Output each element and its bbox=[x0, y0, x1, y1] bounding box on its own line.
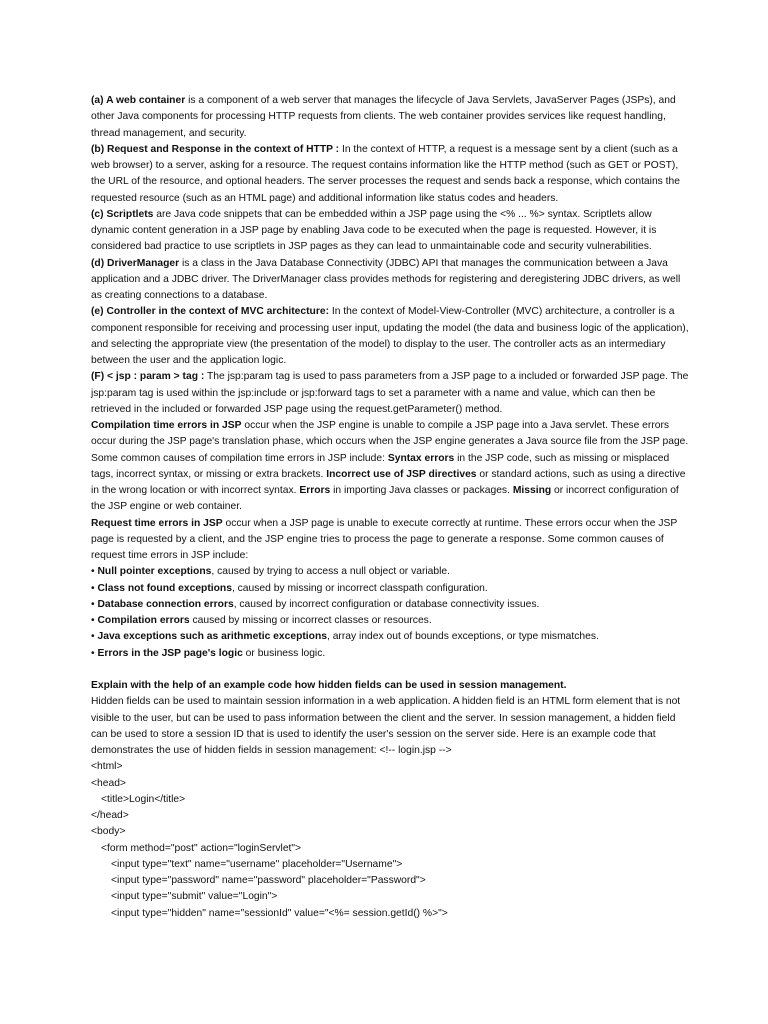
code-line: <form method="post" action="loginServlet"> bbox=[101, 842, 302, 854]
bullet-icon: • bbox=[91, 647, 95, 659]
bullet-icon: • bbox=[91, 631, 95, 643]
code-line: <input type="hidden" name="sessionId" value="<%= session.getId() %>"> bbox=[111, 907, 448, 919]
code-line: <html> bbox=[91, 761, 123, 773]
bullet-item: • Compilation errors caused by missing or incorrect classes or resources. bbox=[91, 615, 432, 626]
paragraph-d: (d) DriverManager is a class in the Java Database Connectivity (JDBC) API that manages the communication between a Java application and a JDBC driver. The DriverManager class provides methods for registering and deregistering JDBC drivers, as well as creating connections to a database. bbox=[91, 257, 681, 301]
bullet-icon: • bbox=[91, 582, 95, 594]
bullet-icon: • bbox=[91, 598, 95, 610]
bullet-item: • Errors in the JSP page's logic or business logic. bbox=[91, 647, 326, 659]
bullet-item: • Java exceptions such as arithmetic exceptions, array index out of bounds exceptions, or type mismatches. bbox=[91, 631, 599, 643]
request-errors-paragraph: Request time errors in JSP occur when a JSP page is unable to execute correctly at runtime. These errors occur when the JSP page is requested by a client, and the JSP engine tries to process the page to generate a response. Some common causes of request time errors in JSP include: bbox=[91, 517, 678, 561]
question-heading: Explain with the help of an example code how hidden fields can be used in session management. bbox=[91, 680, 567, 691]
bullet-icon: • bbox=[91, 615, 95, 626]
paragraph-f: (F) < jsp : param > tag : The jsp:param tag is used to pass parameters from a JSP page to a included or forwarded JSP page. The jsp:param tag is used within the jsp:include or jsp:forward tags to set a parameter with a name and value, which can then be retrieved in the included or forwarded JSP page using the request.getParameter() method. bbox=[91, 371, 689, 415]
code-line: <input type="submit" value="Login"> bbox=[111, 891, 278, 903]
paragraph-a: (a) A web container is a component of a web server that manages the lifecycle of Java Servlets, JavaServer Pages (JSPs), and other Java components for processing HTTP requests from clients. The web container provides services like request handling, thread management, and security. bbox=[91, 95, 676, 139]
bullet-item: • Null pointer exceptions, caused by trying to access a null object or variable. bbox=[91, 566, 451, 578]
bullet-icon: • bbox=[91, 566, 95, 578]
paragraph-c: (c) Scriptlets are Java code snippets that can be embedded within a JSP page using the <% ... %> syntax. Scriptlets allow dynamic content generation in a JSP page by enabling Java code to be executed when the page is requested. However, it is considered bad practice to use scriptlets in JSP pages as they can lead to unmaintainable code and security vulnerabilities. bbox=[91, 208, 657, 253]
paragraph-e: (e) Controller in the context of MVC architecture: In the context of Model-View-Controller (MVC) architecture, a controller is a component responsible for receiving and processing user input, updating the model (the data and business logic of the application), and selecting the appropriate view (the presentation of the model) to display to the user. The controller acts as an intermediary between the user and the application logic. bbox=[91, 306, 689, 366]
answer-paragraph: Hidden fields can be used to maintain session information in a web application. A hidden field is an HTML form element that is not visible to the user, but can be used to pass information between the client and the server. In session management, a hidden field can be used to store a session ID that is used to identify the user's session on the server side. Here is an example code that demonstrates the use of hidden fields in session management: <!-- login.jsp --> bbox=[91, 696, 681, 756]
code-line: </head> bbox=[91, 810, 129, 821]
spacer bbox=[91, 662, 690, 678]
paragraph-b: (b) Request and Response in the context of HTTP : In the context of HTTP, a request is a message sent by a client (such as a web browser) to a server, asking for a resource. The request contains information like the HTTP method (such as GET or POST), the URL of the resource, and optional headers. The server processes the request and sends back a response, which contains the requested resource (such as an HTML page) and additional information like status codes and headers. bbox=[91, 143, 680, 204]
code-line: <head> bbox=[91, 777, 126, 789]
bullet-item: • Database connection errors, caused by incorrect configuration or database connectivity issues. bbox=[91, 598, 540, 610]
code-line: <input type="password" name="password" placeholder="Password"> bbox=[111, 875, 426, 886]
bullet-item: • Class not found exceptions, caused by missing or incorrect classpath configuration. bbox=[91, 582, 488, 594]
compilation-errors-paragraph: Compilation time errors in JSP occur when the JSP engine is unable to compile a JSP page into a Java servlet. These errors occur during the JSP page's translation phase, which occurs when the JSP engine generates a Java source file from the JSP page. Some common causes of compilation time errors in JSP include: Syntax errors in the JSP code, such as missing or misplaced tags, incorrect syntax, or missing or extra brackets. Incorrect use of JSP directives or standard actions, such as using a directive in the wrong location or with incorrect syntax. Errors in importing Java classes or packages. Missing or incorrect configuration of the JSP engine or web container. bbox=[91, 420, 689, 513]
code-line: <body> bbox=[91, 826, 126, 838]
code-line: <input type="text" name="username" placeholder="Username"> bbox=[111, 858, 403, 870]
code-line: <title>Login</title> bbox=[101, 793, 186, 805]
